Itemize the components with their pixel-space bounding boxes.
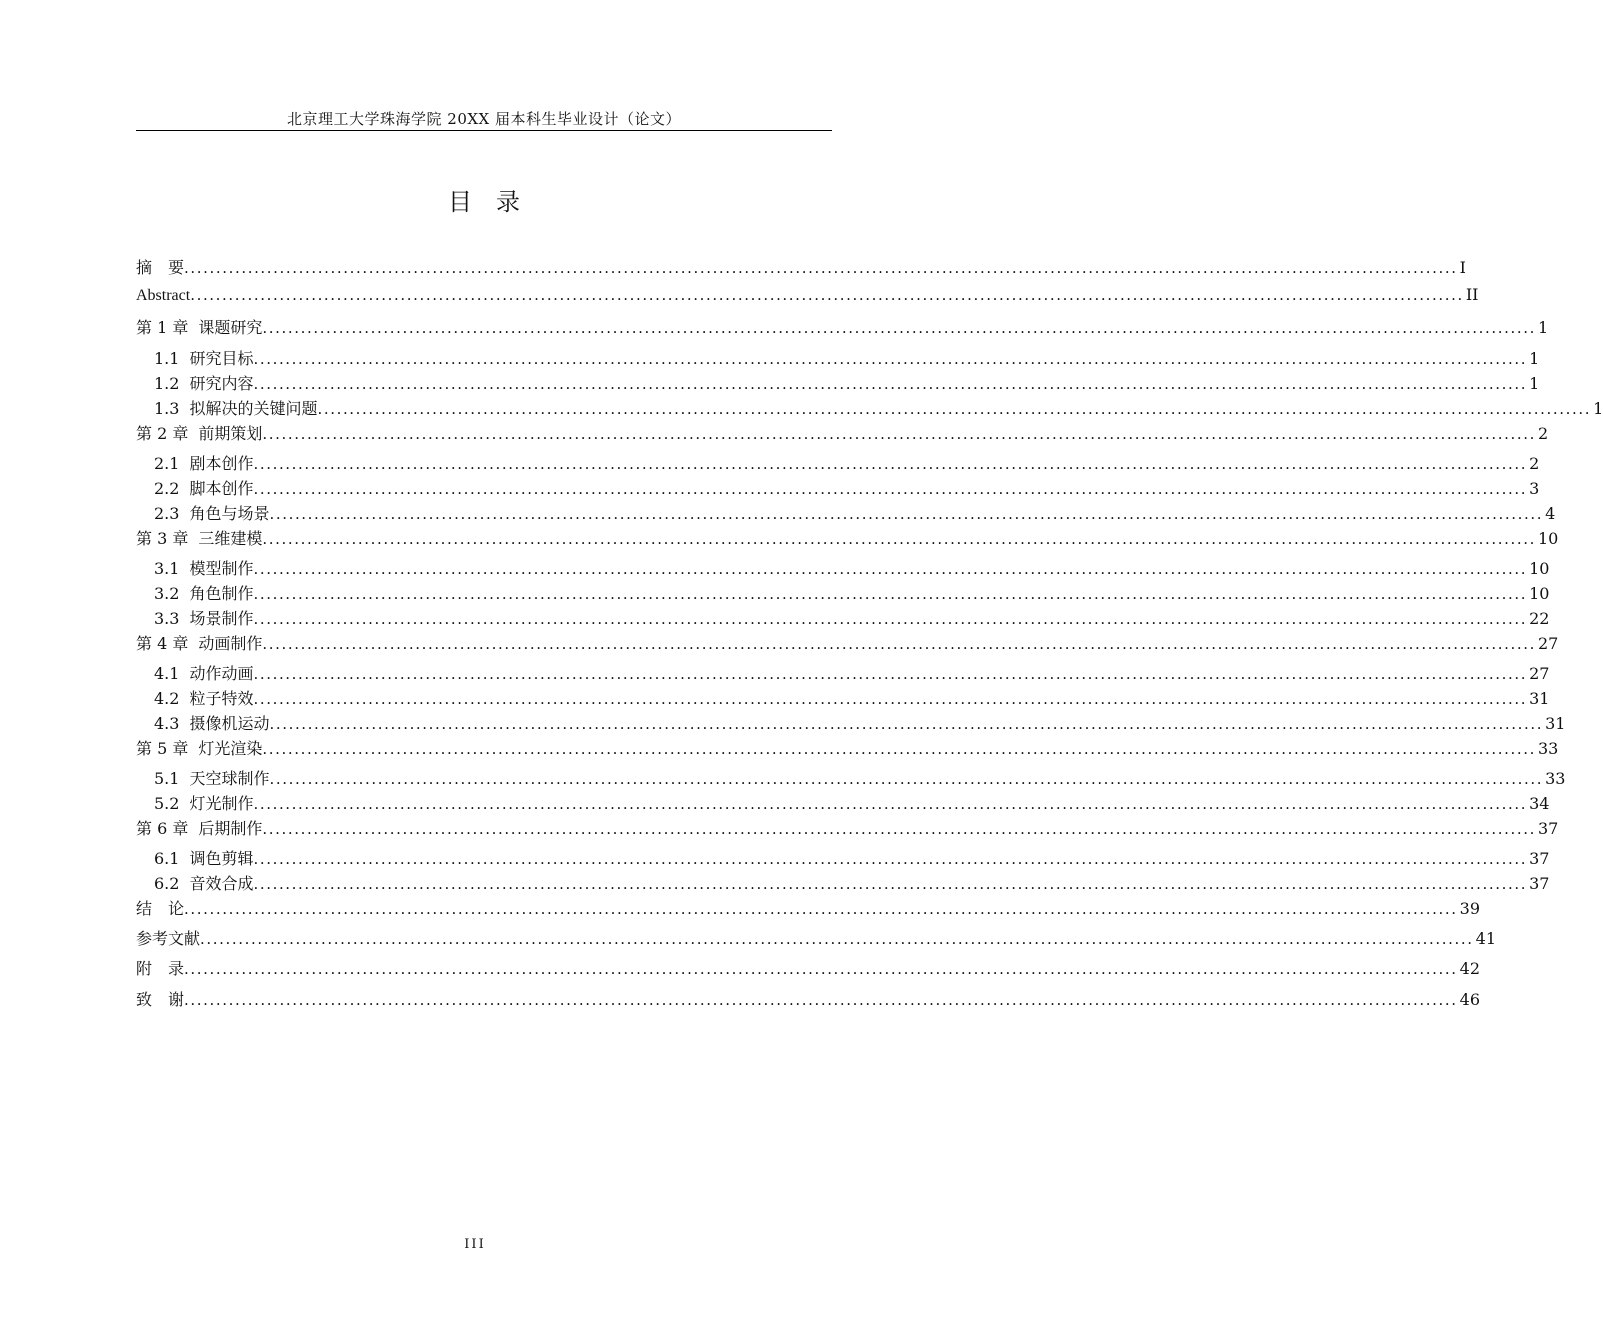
toc-entry-section-2-1[interactable] <box>154 451 1540 473</box>
toc-leader-dots: ........................................................................................................................................................................................................ <box>253 585 1528 603</box>
toc-entry-number: 1.3 <box>154 399 180 418</box>
toc-leader-dots: ........................................................................................................................................................................................................ <box>317 400 1592 418</box>
toc-entry-chapter-4[interactable] <box>136 631 1559 653</box>
toc-entry-title: 调色剪辑 <box>189 849 254 868</box>
toc-entry-section-6-1[interactable] <box>154 846 1550 868</box>
toc-entry-title: 场景制作 <box>189 609 254 628</box>
toc-leader-dots: ........................................................................................................................................................................................................ <box>262 635 1536 653</box>
toc-entry-section-5-1[interactable] <box>154 766 1566 788</box>
toc-entry-number: 3.3 <box>154 609 180 628</box>
toc-entry-number: 第 5 章 <box>136 739 189 758</box>
toc-leader-dots: ........................................................................................................................................................................................................ <box>253 690 1528 708</box>
header-rule <box>136 130 832 131</box>
toc-entry-page: 4 <box>1545 504 1556 523</box>
toc-entry-section-2-2[interactable] <box>154 476 1540 498</box>
toc-entry-page: 27 <box>1529 664 1550 683</box>
toc-leader-dots: ........................................................................................................................................................................................................ <box>253 480 1528 498</box>
toc-entry-title: 动画制作 <box>198 634 263 653</box>
toc-entry-page: 37 <box>1529 849 1550 868</box>
toc-leader-dots: ........................................................................................................................................................................................................ <box>253 875 1528 893</box>
toc-entry-title: 灯光渲染 <box>198 739 263 758</box>
toc-entry-number: 4.1 <box>154 664 180 683</box>
toc-entry-page: 37 <box>1529 874 1550 893</box>
toc-entry-label <box>136 736 262 759</box>
toc-entry-label: 致 谢 <box>136 990 185 1009</box>
toc-leader-dots: ........................................................................................................................................................................................................ <box>269 505 1544 523</box>
toc-leader-dots: ........................................................................................................................................................................................................ <box>253 850 1528 868</box>
toc-entry-title: 灯光制作 <box>189 794 254 813</box>
toc-entry-label <box>154 846 253 869</box>
toc-entry-number: 2.2 <box>154 479 180 498</box>
toc-entry-page: 1 <box>1529 349 1540 368</box>
toc-leader-dots: ........................................................................................................................................................................................................ <box>269 715 1544 733</box>
toc-entry-section-1-3[interactable] <box>154 396 1603 418</box>
toc-leader-dots: ........................................................................................................................................................................................................ <box>253 560 1528 578</box>
toc-entry-label <box>154 606 253 629</box>
toc-leader-dots: ........................................................................................................................................................................................................ <box>262 319 1536 337</box>
toc-entry-label <box>136 816 262 839</box>
toc-leader-dots: ........................................................................................................................................................................................................ <box>190 286 1464 304</box>
toc-entry-page: 46 <box>1459 990 1480 1009</box>
toc-leader-dots: ........................................................................................................................................................................................................ <box>253 665 1528 683</box>
toc-entry-section-3-3[interactable] <box>154 606 1550 628</box>
toc-entry-page: II <box>1465 285 1479 304</box>
toc-leader-dots: ........................................................................................................................................................................................................ <box>262 820 1536 838</box>
toc-entry-page: 10 <box>1529 559 1550 578</box>
toc-entry-page: 33 <box>1538 739 1559 758</box>
toc-entry-section-1-1[interactable] <box>154 346 1540 368</box>
toc-entry-references[interactable] <box>136 926 1496 948</box>
toc-entry-number: 3.2 <box>154 584 180 603</box>
toc-entry-section-2-3[interactable] <box>154 501 1556 523</box>
toc-entry-label <box>136 526 262 549</box>
toc-entry-page: 33 <box>1545 769 1566 788</box>
toc-leader-dots: ........................................................................................................................................................................................................ <box>184 991 1458 1009</box>
toc-entry-title: 天空球制作 <box>189 769 270 788</box>
toc-entry-page: 34 <box>1529 794 1550 813</box>
toc-entry-title: 后期制作 <box>198 819 263 838</box>
toc-entry-label <box>154 711 269 734</box>
toc-entry-title: 角色与场景 <box>189 504 270 523</box>
toc-entry-page: 41 <box>1475 929 1496 948</box>
toc-entry-title: 动作动画 <box>189 664 254 683</box>
toc-leader-dots: ........................................................................................................................................................................................................ <box>253 350 1528 368</box>
toc-entry-page: 37 <box>1538 819 1559 838</box>
toc-entry-number: 4.2 <box>154 689 180 708</box>
toc-entry-title: 剧本创作 <box>189 454 254 473</box>
page-number: III <box>464 1237 486 1252</box>
toc-entry-title: 研究内容 <box>189 374 254 393</box>
toc-entry-chapter-2[interactable] <box>136 421 1549 443</box>
toc-entry-label <box>154 556 253 579</box>
toc-leader-dots: ........................................................................................................................................................................................................ <box>262 530 1536 548</box>
toc-entry-title: 研究目标 <box>189 349 254 368</box>
toc-entry-section-1-2[interactable] <box>154 371 1540 393</box>
toc-entry-page: 27 <box>1538 634 1559 653</box>
toc-entry-title: 脚本创作 <box>189 479 254 498</box>
toc-entry-section-4-1[interactable] <box>154 661 1550 683</box>
toc-entry-page: I <box>1459 258 1466 277</box>
toc-entry-label <box>154 871 253 894</box>
toc-entry-abstract-cn[interactable] <box>136 255 1466 277</box>
toc-entry-label <box>154 476 253 499</box>
toc-entry-page: 1 <box>1593 399 1603 418</box>
toc-leader-dots: ........................................................................................................................................................................................................ <box>262 425 1536 443</box>
toc-entry-label <box>154 396 317 419</box>
toc-leader-dots: ........................................................................................................................................................................................................ <box>184 259 1458 277</box>
toc-entry-page: 39 <box>1459 899 1480 918</box>
toc-entry-label <box>136 631 262 654</box>
toc-entry-page: 42 <box>1459 959 1480 978</box>
toc-entry-label <box>154 451 253 474</box>
toc-entry-number: 6.2 <box>154 874 180 893</box>
toc-entry-section-3-2[interactable] <box>154 581 1550 603</box>
toc-entry-label <box>154 581 253 604</box>
toc-entry-abstract-en[interactable] <box>136 285 1479 307</box>
toc-entry-label: 附 录 <box>136 959 185 978</box>
toc-entry-number: 4.3 <box>154 714 180 733</box>
toc-entry-number: 5.2 <box>154 794 180 813</box>
toc-entry-title: 粒子特效 <box>189 689 254 708</box>
toc-entry-number: 第 6 章 <box>136 819 189 838</box>
toc-entry-title: 摄像机运动 <box>189 714 270 733</box>
toc-entry-number: 第 3 章 <box>136 529 189 548</box>
toc-entry-label <box>154 501 269 524</box>
toc-entry-label <box>136 421 262 444</box>
toc-entry-number: 3.1 <box>154 559 180 578</box>
toc-entry-conclusion[interactable] <box>136 896 1480 918</box>
toc-entry-chapter-5[interactable] <box>136 736 1559 758</box>
toc-leader-dots: ........................................................................................................................................................................................................ <box>253 375 1528 393</box>
toc-entry-title: 音效合成 <box>189 874 254 893</box>
toc-entry-title: 角色制作 <box>189 584 254 603</box>
toc-leader-dots: ........................................................................................................................................................................................................ <box>253 455 1528 473</box>
toc-entry-label: Abstract <box>136 287 191 304</box>
toc-entry-chapter-1[interactable] <box>136 315 1549 337</box>
toc-entry-number: 1.2 <box>154 374 180 393</box>
toc-leader-dots: ........................................................................................................................................................................................................ <box>184 900 1458 918</box>
toc-leader-dots: ........................................................................................................................................................................................................ <box>184 960 1458 978</box>
running-header: 北京理工大学珠海学院 20XX 届本科生毕业设计（论文） <box>287 110 681 128</box>
toc-entry-label: 摘 要 <box>136 258 185 277</box>
toc-entry-title: 课题研究 <box>198 318 263 337</box>
toc-entry-section-3-1[interactable] <box>154 556 1550 578</box>
toc-entry-acknowledgements[interactable] <box>136 987 1480 1009</box>
toc-entry-title: 模型制作 <box>189 559 254 578</box>
toc-entry-title: 前期策划 <box>198 424 263 443</box>
toc-entry-page: 10 <box>1529 584 1550 603</box>
toc-entry-page: 10 <box>1538 529 1559 548</box>
toc-entry-title: 拟解决的关键问题 <box>189 399 318 418</box>
toc-entry-label <box>154 346 253 369</box>
toc-entry-number: 5.1 <box>154 769 180 788</box>
toc-entry-label <box>154 686 253 709</box>
toc-entry-section-4-2[interactable] <box>154 686 1550 708</box>
toc-entry-page: 31 <box>1545 714 1566 733</box>
toc-entry-number: 2.1 <box>154 454 180 473</box>
toc-entry-label <box>136 315 262 338</box>
toc-entry-number: 2.3 <box>154 504 180 523</box>
toc-entry-label <box>154 791 253 814</box>
toc-leader-dots: ........................................................................................................................................................................................................ <box>253 795 1528 813</box>
toc-entry-section-5-2[interactable] <box>154 791 1550 813</box>
toc-entry-label <box>154 766 269 789</box>
toc-entry-number: 第 1 章 <box>136 318 189 337</box>
toc-leader-dots: ........................................................................................................................................................................................................ <box>262 740 1536 758</box>
toc-entry-appendix[interactable] <box>136 956 1480 978</box>
toc-entry-number: 第 2 章 <box>136 424 189 443</box>
toc-entry-chapter-6[interactable] <box>136 816 1559 838</box>
toc-entry-page: 2 <box>1529 454 1540 473</box>
toc-entry-section-4-3[interactable] <box>154 711 1566 733</box>
toc-entry-page: 2 <box>1538 424 1549 443</box>
toc-entry-label <box>154 661 253 684</box>
toc-entry-page: 31 <box>1529 689 1550 708</box>
toc-leader-dots: ........................................................................................................................................................................................................ <box>253 610 1528 628</box>
toc-entry-chapter-3[interactable] <box>136 526 1559 548</box>
toc-entry-page: 22 <box>1529 609 1550 628</box>
toc-entry-label <box>154 371 253 394</box>
toc-entry-title: 三维建模 <box>198 529 263 548</box>
toc-entry-page: 3 <box>1529 479 1540 498</box>
toc-entry-number: 第 4 章 <box>136 634 189 653</box>
toc-leader-dots: ........................................................................................................................................................................................................ <box>269 770 1544 788</box>
toc-entry-number: 1.1 <box>154 349 180 368</box>
toc-entry-label: 参考文献 <box>136 929 201 948</box>
toc-leader-dots: ........................................................................................................................................................................................................ <box>200 930 1474 948</box>
toc-entry-section-6-2[interactable] <box>154 871 1550 893</box>
toc-entry-number: 6.1 <box>154 849 180 868</box>
toc-entry-label: 结 论 <box>136 899 185 918</box>
page-title: 目录 <box>448 188 544 216</box>
toc-entry-page: 1 <box>1529 374 1540 393</box>
toc-entry-page: 1 <box>1538 318 1549 337</box>
